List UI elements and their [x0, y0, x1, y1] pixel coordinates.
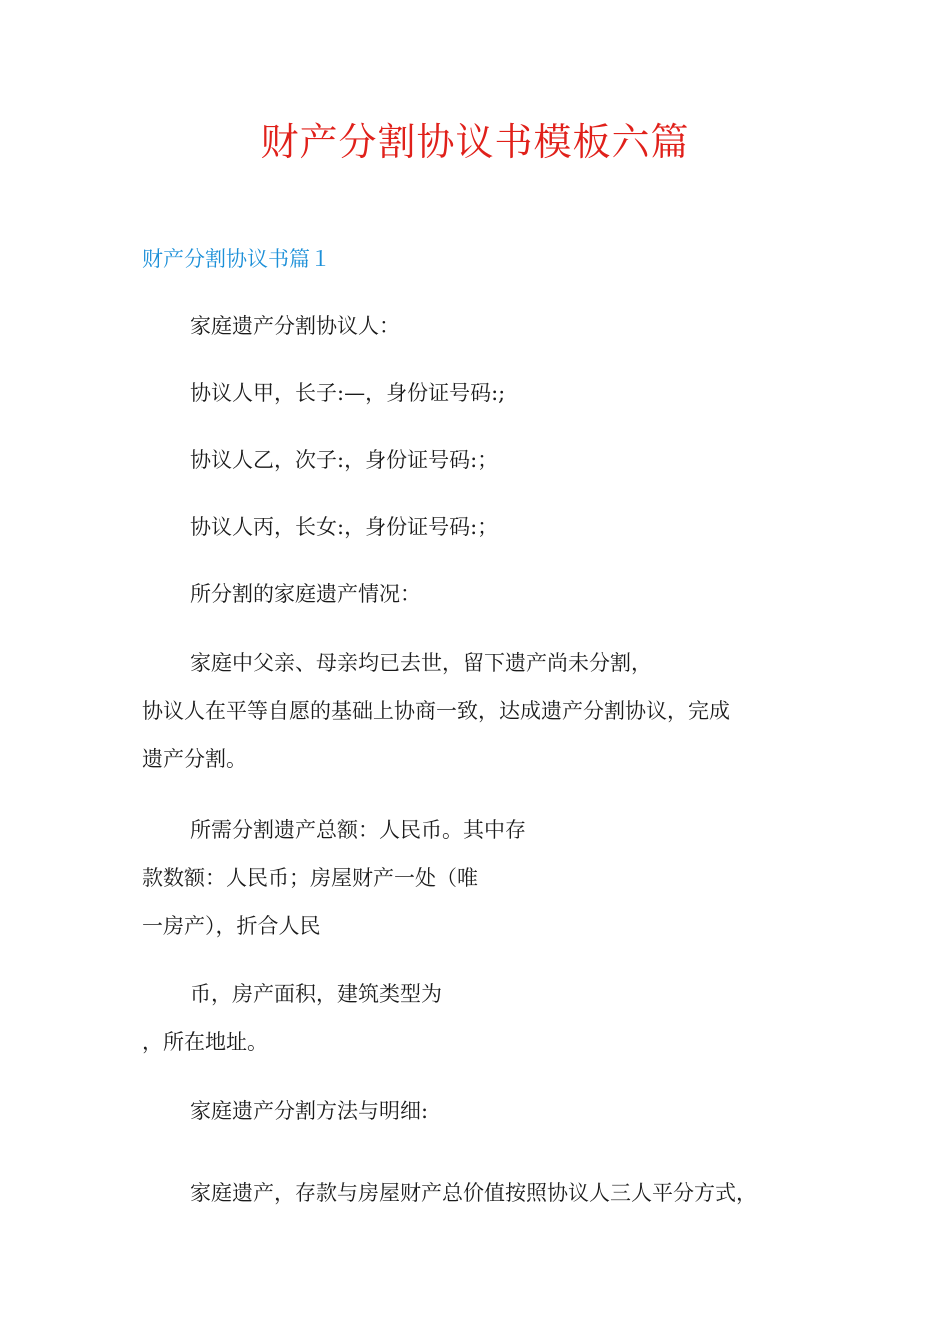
paragraph-line: 协议人在平等自愿的基础上协商一致，达成遗产分割协议，完成 — [142, 699, 730, 723]
paragraph-line: 款数额：人民币；房屋财产一处（唯 — [142, 866, 478, 890]
paragraph-line: 家庭遗产分割协议人： — [190, 314, 400, 338]
paragraph — [142, 445, 822, 475]
paragraph-line: 协议人甲，长子:—，身份证号码:; — [190, 381, 506, 405]
paragraph-line: 币，房产面积，建筑类型为 — [190, 982, 442, 1006]
paragraph — [142, 378, 822, 408]
paragraph — [142, 1096, 822, 1126]
paragraph-line: 所需分割遗产总额：人民币。其中存 — [190, 818, 526, 842]
paragraph-line: 遗产分割。 — [142, 747, 247, 771]
paragraph — [142, 512, 822, 542]
paragraph — [142, 579, 822, 609]
paragraph-line: 家庭遗产分割方法与明细: — [190, 1099, 429, 1123]
paragraph — [142, 970, 822, 1066]
paragraph — [142, 806, 822, 950]
paragraph — [142, 311, 822, 341]
paragraph — [142, 639, 822, 783]
document-title: 财产分割协议书模板六篇 — [260, 120, 690, 164]
paragraph-line: 所分割的家庭遗产情况： — [190, 582, 421, 606]
section-heading: 财产分割协议书篇１ — [142, 247, 331, 271]
paragraph-line: 一房产），折合人民 — [142, 914, 321, 938]
paragraph — [142, 1178, 822, 1208]
paragraph-line: 协议人丙，长女:，身份证号码:； — [190, 515, 499, 539]
paragraph-line: 家庭中父亲、母亲均已去世，留下遗产尚未分割， — [190, 651, 652, 675]
paragraph-line: 家庭遗产，存款与房屋财产总价值按照协议人三人平分方式， — [190, 1181, 757, 1205]
paragraph-line: ，所在地址。 — [142, 1030, 268, 1054]
paragraph-line: 协议人乙，次子:，身份证号码:； — [190, 448, 499, 472]
